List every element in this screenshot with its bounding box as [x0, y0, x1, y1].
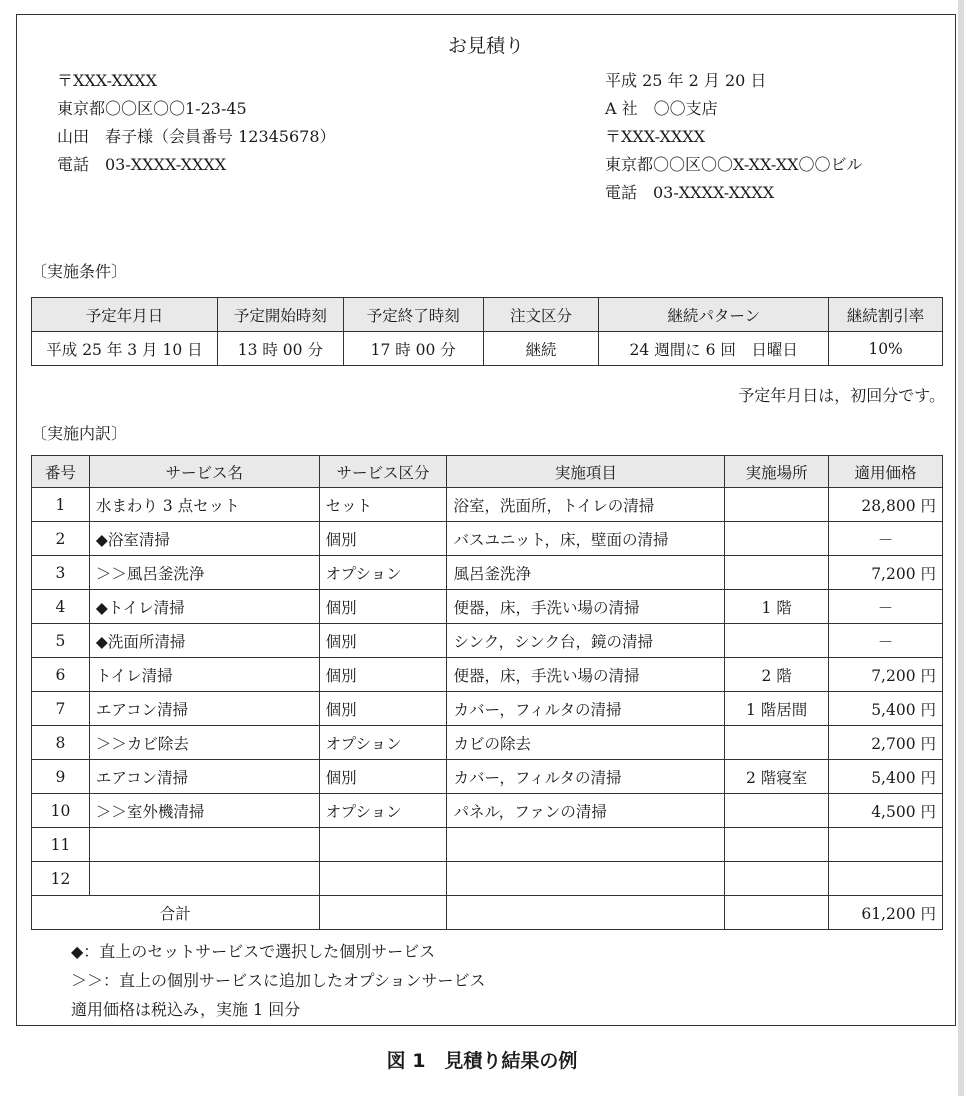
service-price: 2,700 円 [829, 726, 943, 760]
service-location [725, 522, 829, 556]
customer-name: 山田 春子様（会員番号 12345678） [57, 127, 336, 146]
service-location [725, 862, 829, 896]
conditions-value-cell: 13 時 00 分 [217, 332, 343, 366]
customer-info [57, 67, 336, 179]
table-row [32, 862, 943, 896]
row-number: 8 [32, 726, 90, 760]
row-number: 1 [32, 488, 90, 522]
total-value: 61,200 円 [829, 896, 943, 930]
service-category: 個別 [319, 522, 447, 556]
service-items: 風呂釜洗浄 [447, 556, 725, 590]
details-header-cell: サービス区分 [319, 456, 447, 488]
legend-item-option: ＞＞：直上の個別サービスに追加したオプションサービス [71, 971, 486, 990]
total-row [32, 896, 943, 930]
total-empty-cell [725, 896, 829, 930]
company-postal: 〒XXX-XXXX [605, 127, 706, 146]
service-location: 2 階寝室 [725, 760, 829, 794]
service-category: 個別 [319, 624, 447, 658]
conditions-header-cell: 予定終了時刻 [343, 298, 483, 332]
service-price: 5,400 円 [829, 760, 943, 794]
service-name: ＞＞風呂釜洗浄 [89, 556, 319, 590]
table-row [32, 760, 943, 794]
service-category: 個別 [319, 692, 447, 726]
company-address: 東京都〇〇区〇〇X-XX-XX〇〇ビル [605, 155, 863, 174]
service-location [725, 794, 829, 828]
row-number: 10 [32, 794, 90, 828]
legend-item-price-note: 適用価格は税込み，実施 1 回分 [71, 1000, 301, 1019]
legend-item-set: ◆：直上のセットサービスで選択した個別サービス [71, 942, 436, 961]
service-price: － [829, 624, 943, 658]
service-name: ◆洗面所清掃 [89, 624, 319, 658]
row-number: 11 [32, 828, 90, 862]
table-row [32, 556, 943, 590]
service-category: 個別 [319, 590, 447, 624]
details-table [31, 455, 943, 930]
conditions-note: 予定年月日は，初回分です。 [738, 386, 945, 405]
table-row [32, 794, 943, 828]
service-category: オプション [319, 556, 447, 590]
details-header-cell: 番号 [32, 456, 90, 488]
service-price [829, 862, 943, 896]
service-items: 浴室，洗面所，トイレの清掃 [447, 488, 725, 522]
customer-postal: 〒XXX-XXXX [57, 71, 158, 90]
total-empty-cell [447, 896, 725, 930]
conditions-value-cell: 10% [829, 332, 943, 366]
document-title: お見積り [447, 35, 524, 57]
service-items [447, 828, 725, 862]
legend [71, 937, 486, 1024]
service-location [725, 488, 829, 522]
row-number: 7 [32, 692, 90, 726]
service-category: 個別 [319, 658, 447, 692]
table-row [32, 658, 943, 692]
service-name: エアコン清掃 [89, 692, 319, 726]
table-row [32, 726, 943, 760]
table-row [32, 590, 943, 624]
service-location: 2 階 [725, 658, 829, 692]
company-info [605, 67, 863, 207]
details-label: 〔実施内訳〕 [31, 424, 128, 443]
issue-date: 平成 25 年 2 月 20 日 [605, 71, 767, 90]
service-price: － [829, 522, 943, 556]
service-name: ＞＞カビ除去 [89, 726, 319, 760]
conditions-header-cell: 注文区分 [483, 298, 599, 332]
service-category: オプション [319, 726, 447, 760]
service-items: カビの除去 [447, 726, 725, 760]
details-header-cell: 実施場所 [725, 456, 829, 488]
service-location [725, 556, 829, 590]
company-name: A 社 〇〇支店 [605, 99, 718, 118]
row-number: 4 [32, 590, 90, 624]
service-location: 1 階居間 [725, 692, 829, 726]
conditions-value-cell: 17 時 00 分 [343, 332, 483, 366]
details-header-cell: 実施項目 [447, 456, 725, 488]
table-row [32, 828, 943, 862]
estimate-frame [16, 14, 956, 1026]
table-row [32, 522, 943, 556]
service-name [89, 828, 319, 862]
row-number: 6 [32, 658, 90, 692]
row-number: 9 [32, 760, 90, 794]
service-items [447, 862, 725, 896]
service-category [319, 862, 447, 896]
service-items: 便器，床，手洗い場の清掃 [447, 590, 725, 624]
service-name: エアコン清掃 [89, 760, 319, 794]
conditions-header-cell: 予定年月日 [32, 298, 218, 332]
figure-caption: 図 1 見積り結果の例 [386, 1050, 578, 1072]
service-items: 便器，床，手洗い場の清掃 [447, 658, 725, 692]
service-name: ＞＞室外機清掃 [89, 794, 319, 828]
service-location: 1 階 [725, 590, 829, 624]
service-price: 7,200 円 [829, 556, 943, 590]
conditions-value-cell: 24 週間に 6 回 日曜日 [599, 332, 829, 366]
service-name: ◆トイレ清掃 [89, 590, 319, 624]
table-row [32, 692, 943, 726]
company-phone: 電話 03-XXXX-XXXX [605, 183, 775, 202]
table-row [32, 624, 943, 658]
service-location [725, 726, 829, 760]
row-number: 3 [32, 556, 90, 590]
service-price: 28,800 円 [829, 488, 943, 522]
service-items: カバー，フィルタの清掃 [447, 692, 725, 726]
details-header-row [32, 456, 943, 488]
service-name: ◆浴室清掃 [89, 522, 319, 556]
service-name [89, 862, 319, 896]
service-category: 個別 [319, 760, 447, 794]
service-price: － [829, 590, 943, 624]
details-header-cell: 適用価格 [829, 456, 943, 488]
service-items: パネル，ファンの清掃 [447, 794, 725, 828]
row-number: 12 [32, 862, 90, 896]
service-location [725, 624, 829, 658]
page-edge-strip [958, 0, 964, 1096]
service-items: シンク，シンク台，鏡の清掃 [447, 624, 725, 658]
service-price: 5,400 円 [829, 692, 943, 726]
service-items: カバー，フィルタの清掃 [447, 760, 725, 794]
conditions-value-cell: 継続 [483, 332, 599, 366]
service-category: セット [319, 488, 447, 522]
service-items: バスユニット，床，壁面の清掃 [447, 522, 725, 556]
service-name: トイレ清掃 [89, 658, 319, 692]
table-row [32, 488, 943, 522]
conditions-table [31, 297, 943, 366]
conditions-value-row [32, 332, 943, 366]
conditions-header-cell: 予定開始時刻 [217, 298, 343, 332]
row-number: 2 [32, 522, 90, 556]
conditions-label: 〔実施条件〕 [31, 262, 128, 281]
service-price [829, 828, 943, 862]
conditions-header-row [32, 298, 943, 332]
service-category: オプション [319, 794, 447, 828]
service-price: 7,200 円 [829, 658, 943, 692]
customer-address: 東京都〇〇区〇〇1-23-45 [57, 99, 247, 118]
service-price: 4,500 円 [829, 794, 943, 828]
conditions-header-cell: 継続割引率 [829, 298, 943, 332]
total-label: 合計 [32, 896, 320, 930]
service-category [319, 828, 447, 862]
conditions-header-cell: 継続パターン [599, 298, 829, 332]
conditions-value-cell: 平成 25 年 3 月 10 日 [32, 332, 218, 366]
service-name: 水まわり 3 点セット [89, 488, 319, 522]
total-empty-cell [319, 896, 447, 930]
row-number: 5 [32, 624, 90, 658]
details-header-cell: サービス名 [89, 456, 319, 488]
customer-phone: 電話 03-XXXX-XXXX [57, 155, 227, 174]
service-location [725, 828, 829, 862]
